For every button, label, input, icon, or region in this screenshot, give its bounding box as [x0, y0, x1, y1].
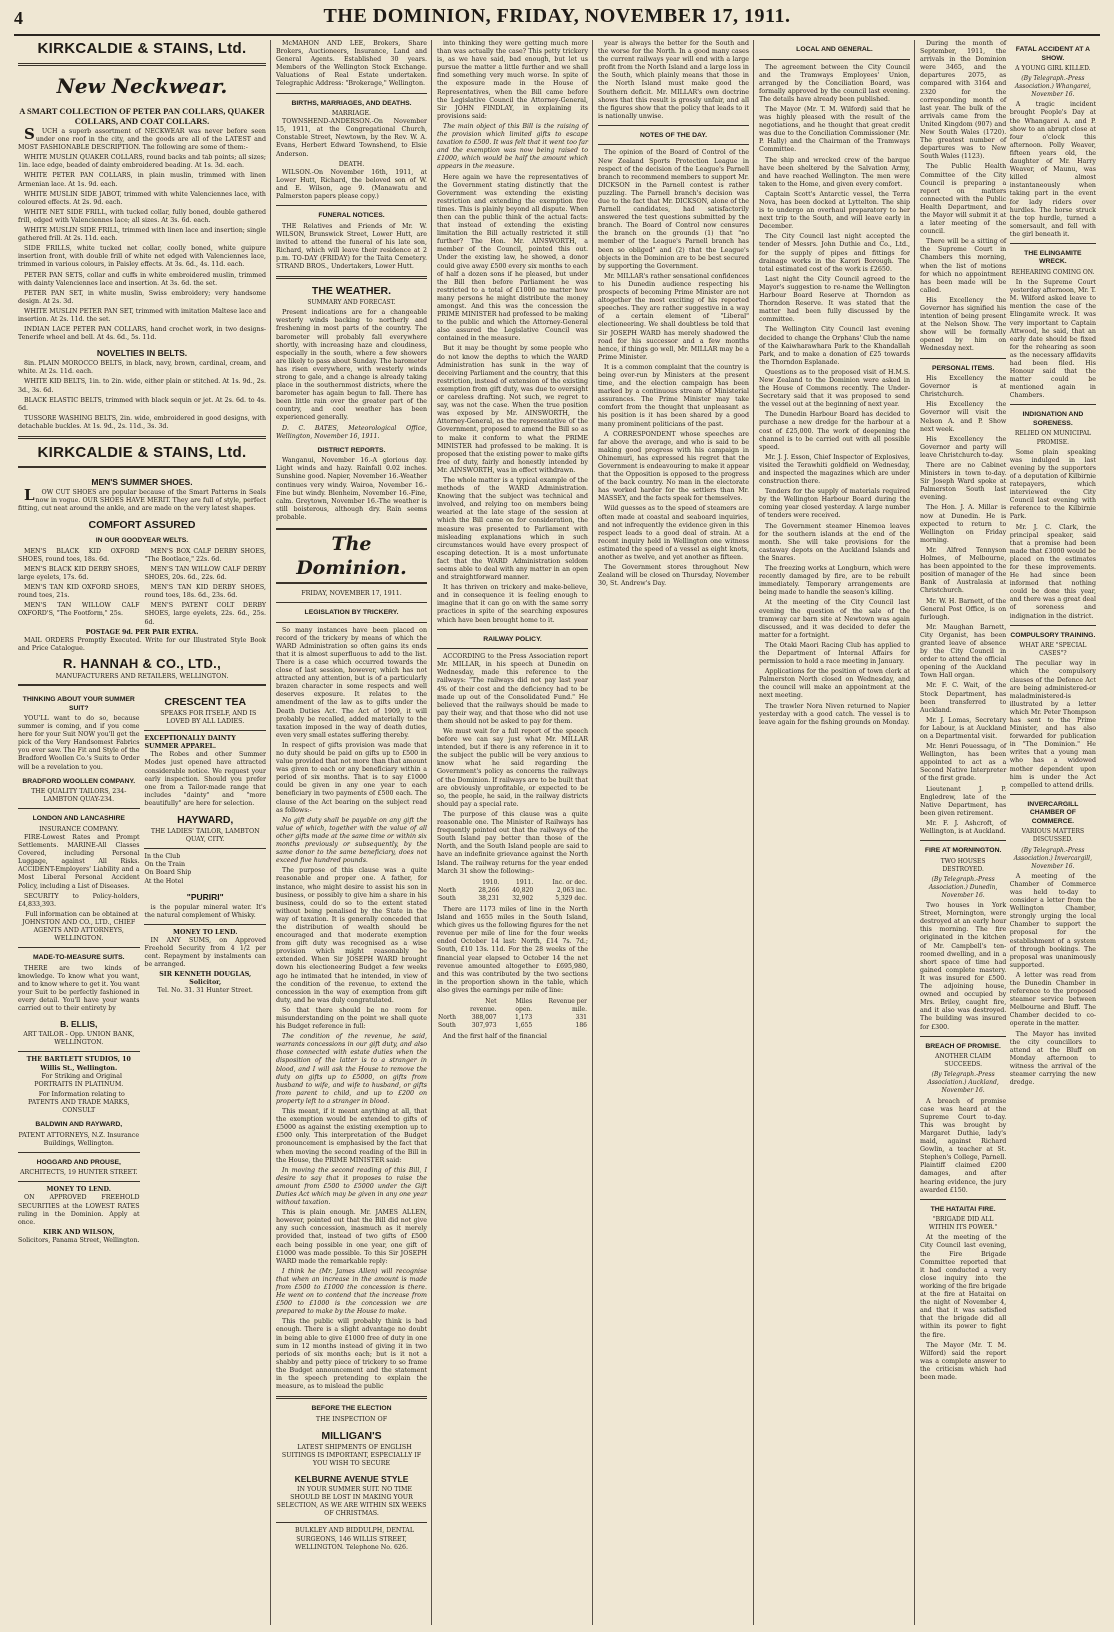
- indignation-sub: RELIED ON MUNICIPAL PROMISE.: [1014, 430, 1091, 446]
- shoes-intro: LOW CUT SHOES are popular because of the Smart Patterns in Seals now in vogue. OUR SHOES HAVE MERIT. They are full of style, perfect fitting, cut neat around the ankle, and are made on the very latest shapes.: [18, 486, 266, 513]
- article-para: So that there should be no room for misunderstanding on the point we shall quote his Budget reference in full:: [276, 1006, 427, 1031]
- fatal-dateline: (By Telegraph.-Press Association.) Whangarei, November 16.: [1014, 75, 1091, 99]
- article-para: Mr. F. J. Ashcroft, of Wellington, is at Auckland.: [920, 819, 1007, 836]
- article-para: His Excellency the Governor and party will leave Christchurch to-day.: [920, 435, 1007, 459]
- column-rule: [753, 40, 754, 1625]
- list-item: MEN'S TAN WILLOW CALF DERBY SHOES, 20s. 6d., 22s. 6d.: [144, 565, 266, 582]
- article-para: At the meeting of the City Council last evening, the Fire Brigade Committee reported that it had conducted a very close inquiry into the working of the fire brigade at the fire at Hataitai on the night of November 4, and that it was satisfied that the brigade did all within its power to fight the fire.: [920, 1234, 1007, 1339]
- breach-dateline: (By Telegraph.-Press Association.) Auckland, November 16.: [927, 1071, 999, 1095]
- shoes-right: [144, 548, 266, 629]
- table-cell: 32,902: [512, 894, 534, 902]
- divider: [276, 1522, 427, 1523]
- divider: [18, 1152, 140, 1153]
- list-item: SIDE FRILLS, white tucked net collar, coolly boned, white guipure insertion front, with double frill of white net edged with Valenciennes lace, trimmed in various colours, in Paisley effects. At 3s. 6d., 4s. 11d. each.: [18, 245, 266, 269]
- baldwin-sub: PATENT ATTORNEYS, N.Z. Insurance Buildings, Wellington.: [18, 1131, 140, 1147]
- inspection-line: THE INSPECTION OF: [315, 1415, 388, 1423]
- column-rule: [914, 40, 915, 1625]
- list-item: BLACK ELASTIC BELTS, trimmed with black sequin or jet. At 2s. 6d. to 4s. 6d.: [18, 396, 266, 412]
- fire-heading: FIRE AT MORNINGTON.: [924, 847, 1002, 855]
- district-text: Wanganui, November 16.-A glorious day. Light winds and hazy. Rainfall 0.02 inches. Sunshine good. Napier, November 16.-Weather continues very windy. Wairoa, November 16.-Fine but windy. Blenheim, November 16.-Fine, calm. Greytown, November 16.-The weather is still boisterous, although dry. Rain seems probable.: [276, 457, 427, 521]
- article-quote: I think he (Mr. James Allen) will recognise that when an increase in the amount is made from £500 to £1000 the concession is there. He went on to contend that the increase from £500 to £1000 is the concession we are prepared to make by the House to make.: [276, 1267, 427, 1316]
- london-heading: LONDON AND LANCASHIRE: [32, 815, 125, 823]
- kelburne-text: IN YOUR SUMMER SUIT. NO TIME SHOULD BE LOST IN MAKING YOUR SELECTION, AS WE ARE WITHIN SIX WEEKS OF CHRISTMAS.: [276, 1486, 427, 1518]
- divider: [437, 648, 588, 649]
- article-quote: The condition of the revenue, he said, warrants concessions in our gift duty, and also those connected with estate duties when the disposition of the latter is to a stranger in blood, and I will ask the House to remove the duty on gifts up to £5000, on gifts from husband to wife, and wife to husband, or gifts from parent to child, and up to £200 on property left to a stranger in blood.: [276, 1033, 427, 1105]
- article-para: The Otaki Maori Racing Club has applied to the Department of Internal Affairs for permission to hold a race meeting in January.: [759, 641, 910, 666]
- table-header: Revenue per mile.: [548, 998, 587, 1014]
- list-item: In the Club: [144, 853, 181, 861]
- hannah-sub: MANUFACTURERS AND RETAILERS, WELLINGTON.: [55, 672, 229, 680]
- article-quote: The main object of this Bill is the raising of the provision which limited gifts to escape taxation to £500. It was felt that it went too far and the exemption was now being raised to £1000, which would be half the amount which appears in the measure.: [437, 122, 588, 171]
- divider: [276, 1396, 427, 1399]
- milligans-text: LATEST SHIPMENTS OF ENGLISH SUITINGS IS IMPORTANT, ESPECIALLY IF YOU WISH TO SECURE: [281, 1443, 422, 1467]
- bradford-sub: THE QUALITY TAILORS, 234-LAMBTON QUAY-234.: [31, 788, 127, 804]
- article-para: A letter was read from the Dunedin Chamber in reference to the proposed steamer service between Melbourne and Bluff. The Chamber decided to co-operate in the matter.: [1009, 971, 1096, 1028]
- mail-orders-note: MAIL ORDERS Promptly Executed. Write for our Illustrated Style Book and Price Catalogue.: [18, 636, 266, 652]
- divider: [759, 59, 910, 60]
- hoggard-sub: ARCHITECTS, 19 HUNTER STREET.: [19, 1169, 138, 1177]
- full-info: Full information can be obtained at JOHNSTON AND CO., LTD., CHIEF AGENTS AND ATTORNEYS, WELLINGTON.: [22, 910, 139, 943]
- table-cell: 40,820: [512, 886, 534, 894]
- made-measure-heading: MADE-TO-MEASURE SUITS.: [32, 954, 125, 962]
- district-heading: DISTRICT REPORTS.: [317, 446, 386, 454]
- indignation-heading: INDIGNATION AND SORENESS.: [1022, 411, 1084, 427]
- fire-sub: TWO HOUSES DESTROYED.: [940, 857, 986, 873]
- divider: [144, 730, 266, 731]
- table-row: [437, 887, 588, 895]
- weather-heading: THE WEATHER.: [311, 285, 392, 298]
- milligans-heading: MILLIGAN'S: [321, 1429, 382, 1442]
- compulsory-heading: COMPULSORY TRAINING.: [1010, 631, 1096, 639]
- list-item: WHITE MUSLIN SIDE JABOT, trimmed with white Valenciennes lace, with coloured effects. At 2s. 9d. each.: [18, 190, 266, 206]
- article-para: At the meeting of the City Council last evening the question of the sale of the tramway car barn site at Newtown was again discussed, and it was decided to defer the matter for a fortnight.: [759, 599, 910, 639]
- news-right: [1010, 40, 1096, 1384]
- article-para: year is always the better for the South and the worse for the North. In a good many cases the current railways year will end with a large profit from the North Island and a large loss in the South, which plainly means that those in the North Island must make good the Southern deficit. Mr. MILLAR's own doctrine shows that this result is grossly unfair, and all the figures show that the policy that leads to it is nationally unwise.: [598, 40, 749, 120]
- list-item: PETER PAN SET, in white muslin, Swiss embroidery; very handsome design. At 2s. 3d.: [18, 289, 266, 305]
- hatai-sub: "BRIGADE DID ALL WITHIN ITS POWER.": [928, 1216, 998, 1232]
- article-para: Mr. J. J. Esson, Chief Inspector of Explosives, visited the Terawhiti goldfield on Wednesday, and inspected the magazines which are under construction there.: [759, 453, 910, 486]
- list-item: MEN'S PATENT COLT DERBY SHOES, large eyelets, 22s. 6d., 25s. 6d.: [144, 602, 266, 626]
- funeral-heading: FUNERAL NOTICES.: [318, 212, 385, 220]
- divider: [1010, 404, 1096, 405]
- hayward-heading: HAYWARD,: [177, 814, 234, 827]
- article-para: Questions as to the proposed visit of H.M.S. New Zealand to the Dominion were asked in the House of Commons recently. The Under-Secretary said that it was proposed to send the vessel out at the beginning of next year.: [759, 368, 910, 409]
- table-header: 1911.: [516, 878, 534, 886]
- article-para: Mr. Maughan Barnett, City Organist, has been granted leave of absence by the City Council in order to attend the official opening of the Auckland Town Hall organ.: [920, 623, 1007, 680]
- kelburne-heading: KELBURNE AVENUE STYLE: [294, 1474, 409, 1485]
- article-para: Here again we have the representatives of the Government stating distinctly that the Government was extending the existing restriction and extending the exemption five times. This is plainly beyond all dispute. When then can the public think of the actual facts: that instead of extending the existing limitation the Bill actually restricted it still further? The Hon. Mr. AINSWORTH, a member of the Council, pointed this out. Under the existing law, he showed, a donor could give away £500 every six months to each of half a dozen sons if he pleased, but under the Bill then before Parliament he was restricted to a total of £1000 no matter how many persons he might distribute the money amongst. And this was the concession the PRIME MINISTER had professed to be making to the public and which the Attorney-General also assured the Legislative Council was contained in the measure.: [437, 173, 588, 343]
- douglas-name: SIR KENNETH DOUGLAS, Solicitor,: [159, 971, 252, 987]
- shoes-left: [18, 548, 140, 629]
- fatal-heading: FATAL ACCIDENT AT A SHOW.: [1015, 46, 1091, 62]
- table-header-row: [437, 998, 588, 1014]
- elingamite-sub: REHEARING COMING ON.: [1011, 268, 1095, 276]
- list-item: MEN'S TAN WILLOW CALF OXFORD'S, "The Footform," 25s.: [18, 602, 140, 618]
- shoes-ad: [18, 466, 266, 686]
- list-item: WHITE PETER PAN COLLARS, in plain muslin, trimmed with linen Armenian lace. At 1s. 9d. each.: [18, 172, 266, 188]
- london-text: FIRE-Lowest Rates and Prompt Settlements. MARINE-All Classes Covered, including Personal Luggage, against All Risks. ACCIDENT-Employers' Liability and a Most Liberal Personal Accident Policy, including a List of Diseases.: [18, 833, 140, 890]
- divider: [920, 1036, 1006, 1037]
- money-text: IN ANY SUMS, on Approved Freehold Security from 4 1/2 per cent. Repayment by instalments can be arranged.: [144, 936, 266, 969]
- list-item: MEN'S TAN KID OXFORD SHOES, round toes, 21s.: [18, 584, 140, 600]
- divider: [18, 1181, 140, 1182]
- article-para: Two houses in York Street, Mornington, were destroyed at an early hour this morning. The fire originated in the kitchen of Mr. Campbell's ten-roomed dwelling, and in a short space of time had gained complete mastery. It was insured for £500. The adjoining house, owned and occupied by Mrs. Briley, caught fire, and it also was destroyed. The building was insured for £300.: [920, 902, 1007, 1031]
- list-item: INDIAN LACE PETER PAN COLLARS, hand crochet work, in two designs-Tenerife wheel and bell. At 4s. 6d., 5s. 11d.: [18, 326, 266, 342]
- crescent-sub: SPEAKS FOR ITSELF, AND IS LOVED BY ALL LADIES.: [160, 710, 257, 726]
- table-cell: South: [438, 1022, 456, 1030]
- article-para: Wild guesses as to the speed of steamers are often made at coastal and seaboard inquiries, and not infrequently the evidence given in this respect leads to a good deal of strain. At a recent inquiry held in Wellington one witness estimated the speed of a vessel as eight knots, another as twelve, and yet another as fifteen.: [598, 505, 749, 562]
- bmd-heading: BIRTHS, MARRIAGES, AND DEATHS.: [291, 99, 412, 107]
- article-para: There will be a sitting of the Supreme Court in Chambers this morning, when the list of motions for which no appointment has been made will be called.: [920, 238, 1007, 294]
- table-cell: North: [438, 886, 457, 894]
- before-election-heading: BEFORE THE ELECTION: [311, 1405, 392, 1413]
- security-line: SECURITY to Policy-holders, £4,833,393.: [18, 892, 140, 908]
- list-item: WHITE MUSLIN QUAKER COLLARS, round backs and tab points; all sizes; 1in. lace edge, beaded of dainty embroidered beading. At 1s. 3d. each.: [18, 154, 266, 170]
- article-para: The City Council last night accepted the tender of Messrs. John Duthie and Co., Ltd., for the supply of pipes and fittings for drainage works in the Karori Borough. The total estimated cost of the work is £2650.: [759, 233, 910, 273]
- table-cell: 1,655: [515, 1022, 533, 1030]
- list-item: WHITE MUSLIN PETER PAN SET, trimmed with imitation Maltese lace and insertion. At 2s. 11d. the set.: [18, 307, 266, 323]
- editorial-column: [433, 40, 592, 1625]
- death-text: WILSON.-On November 16th, 1911, at Lower Hutt, Richard, the beloved son of W. and E. Wilson, age 9. (Manawatu and Palmerston papers please copy.): [276, 168, 427, 200]
- puriri-heading: "PURIRI": [186, 891, 224, 902]
- article-para: This the public will probably think is bad enough. There is a slight advantage no doubt in being able to give £1000 free of duty in one sum in 12 months instead of giving it in two periods of six months each; but is it not a shabby and petty piece of trickery to so frame the Budget announcement and the statement in the speech pretending to explain the measure, as to mislead the public: [276, 1318, 427, 1391]
- divider: [18, 808, 140, 809]
- weather-sign: D. C. BATES, Meteorological Office, Wellington, November 16, 1911.: [276, 424, 427, 440]
- table-header: Net revenue.: [469, 998, 497, 1014]
- article-para: The Government steamer Hinemoa leaves for the southern islands at the end of the month. She will take provisions for the castaway depots on the Auckland Islands and the Snares.: [759, 522, 910, 562]
- article-para: The freezing works at Longburn, which were recently damaged by fire, are to be rebuilt immediately. Temporary arrangements are being made to handle the season's killing.: [759, 565, 910, 597]
- mahon-notice: McMAHON AND LEE, Brokers, Share Brokers, Auctioneers, Insurance, Land and General Agents. Established 30 years. Members of the Wellington Stock Exchange. Valuations of Real Estate undertaken. Telegraphic Address: "Brokerage," Wellington.: [276, 40, 427, 88]
- article-para: This is plain enough. Mr. JAMES ALLEN, however, pointed out that the Bill did not give any such concession, inasmuch as it merely provided that, instead of two gifts of £500 each being possible in one year, one gift of £1000 was made possible. To this Sir JOSEPH WARD made the remarkable reply:: [276, 1209, 427, 1265]
- article-para: This meant, if it meant anything at all, that the exemption would be extended to gifts of £5000 as against the existing exemption up to £500 only. This interpretation of the Budget pronouncement is emphasised by the fact that when moving the second reading of the Bill in the House, the PRIME MINISTER said:: [276, 1108, 427, 1164]
- breach-sub: ANOTHER CLAIM SUCCEEDS.: [935, 1053, 992, 1069]
- masthead: [14, 5, 1100, 36]
- death-heading: DEATH.: [338, 160, 365, 168]
- revenue-table: [437, 998, 588, 1030]
- divider: [920, 1199, 1006, 1200]
- elingamite-heading: THE ELINGAMITE WRECK.: [1024, 249, 1082, 266]
- article-para: Mr. MILLAR's rather sensational confidences to his Dunedin audience respecting his prospects of becoming Prime Minister are not altogether the most exciting of his reported speeches. They are rather suggestive in a way of a certain element of "Liberal" electioneering. We shall doubtless be told that Sir JOSEPH WARD has merely shadowed the road for his successor and a few months hence, if things go well, Mr. MILLAR may be a Prime Minister.: [598, 272, 749, 361]
- paper-title: THE DOMINION, FRIDAY, NOVEMBER 17, 1911.: [323, 5, 791, 27]
- new-neckwear-title: New Neckwear.: [56, 74, 228, 98]
- list-item: On Board Ship: [144, 869, 192, 877]
- fatal-sub: A YOUNG GIRL KILLED.: [1015, 65, 1091, 72]
- table-header-row: [437, 879, 588, 887]
- invercargill-sub: VARIOUS MATTERS DISCUSSED.: [1021, 828, 1085, 844]
- ads-split: [18, 690, 266, 1245]
- article-quote: No gift duty shall be payable on any gift the value of which, together with the value of all other gifts made at the same time or within six months previously or subsequently, by the same donor to the same beneficiary, does not exceed five hundred pounds.: [276, 816, 427, 865]
- bartlett-text: For Striking and Original PORTRAITS IN PLATINUM.: [34, 1072, 124, 1088]
- divider: [18, 1051, 140, 1052]
- table-cell: 307,973: [471, 1022, 497, 1030]
- neckwear-list: [18, 154, 266, 342]
- puriri-sub: is the popular mineral water. It's the natural complement of Whisky.: [144, 903, 266, 919]
- notices-column: [272, 40, 431, 1625]
- goodyear-heading: IN OUR GOODYEAR WELTS.: [95, 537, 189, 545]
- kirkcaldie-heading-2: KIRKCALDIE & STAINS, Ltd.: [37, 444, 247, 461]
- article-para: The peculiar way in which the compulsory clauses of the Defence Act are being administered-or maladministered-is illustrated by a letter which Mr. Peter Thompson has sent to the Prime Minister, and has also forwarded for publication in "The Dominion." He writes that a young man who has a widowed mother dependent upon him is under the Act compelled to attend drills.: [1009, 660, 1096, 789]
- table-cell: 331: [575, 1014, 587, 1022]
- list-item: PETER PAN SETS, collar and cuffs in white embroidered muslin, trimmed with dainty Valenciennes lace and insertion. At 3s. 6d. the set.: [18, 271, 266, 287]
- list-item: MEN'S TAN KID DERBY SHOES, round toes, 18s. 6d., 23s. 6d.: [144, 584, 266, 600]
- article-para: During the month of September, 1911, the arrivals in the Dominion were 3465, and the departures 2075, as compared with 3164 and 2320 for the corresponding month of last year. The bulk of the arrivals came from the United Kingdom (907) and New South Wales (1720). The greatest number of departures was to New South Wales (1123).: [920, 40, 1007, 161]
- article-para: The agreement between the City Council and the Tramways Employees' Union, arranged by the Conciliation Board, was formally approved by the council last evening. The details have already been published.: [759, 63, 910, 103]
- article-para: A CORRESPONDENT whose speeches are far above the average, and who is said to be making good progress with his campaign in Ohinemuri, has expressed his regret that the Government is endeavouring to make it appear that the Opposition is opposed to the progress of the back country. No man in the electorate has worked harder for the settlers than Mr. MASSEY, and the facts speak for themselves.: [598, 430, 749, 503]
- list-item: MEN'S BLACK KID DERBY SHOES, large eyelets, 17s. 6d.: [18, 565, 140, 582]
- trickery-heading: LEGISLATION BY TRICKERY.: [304, 609, 399, 617]
- article-para: In respect of gifts provision was made that no duty should be paid on gifts up to £500 in value provided that not more than that amount was given to each or any beneficiary within a period of six months. That is to say £1000 could be given in any one year to each beneficiary in two payments of £500 each. The clause of the Act bearing on the subject read as follows:-: [276, 741, 427, 814]
- funeral-text: THE Relatives and Friends of Mr. W. WILSON, Brunswick Street, Lower Hutt, are invited to attend the funeral of his late son, Richard, which will leave their residence at 2 p.m. TO-DAY (FRIDAY) for the Taita Cemetery. STRAND BROS., Undertakers, Lower Hutt.: [276, 222, 427, 271]
- money2-heading: MONEY TO LEND.: [46, 1186, 111, 1194]
- table-header: [437, 879, 466, 887]
- hatai-heading: THE HATAITAI FIRE.: [930, 1205, 996, 1213]
- kirk-wilson: KIRK AND WILSON,: [42, 1228, 115, 1236]
- list-item: WHITE MUSLIN SIDE FRILL, trimmed with linen lace and insertion; single gathered frill. At 2s. 11d. each.: [18, 227, 266, 243]
- article-quote: In moving the second reading of this Bill, I desire to say that it proposes to raise the amount from £500 to £5000 under the Gift Duties Act which may be given in any one year without taxation.: [276, 1166, 427, 1207]
- article-para: His Excellency the Governor has signified his intention of being present at the Nelson Show. The show will be formally opened by him on Wednesday next.: [920, 296, 1007, 353]
- table-header: Miles open.: [515, 998, 533, 1014]
- list-item: WHITE KID BELTS, 1in. to 2in. wide, either plain or stitched. At 1s. 9d., 2s. 3d., 3s. 6d.: [18, 378, 266, 394]
- article-para: Captain Scott's Antarctic vessel, the Terra Nova, has been docked at Lyttelton. The ship is to undergo an overhaul preparatory to her next trip to the South, and will leave early in December.: [759, 190, 910, 231]
- shoes-list: [18, 548, 266, 629]
- bradford-heading: BRADFORD WOOLLEN COMPANY.: [22, 777, 136, 785]
- date-line: FRIDAY, NOVEMBER 17, 1911.: [301, 590, 402, 597]
- article-para: There are no Cabinet Ministers in town to-day. Sir Joseph Ward spoke at Palmerston South last evening.: [920, 462, 1007, 502]
- belts-heading: NOVELTIES IN BELTS.: [96, 348, 188, 359]
- list-item: TUSSORE WASHING BELTS, 2in. wide, embroidered in good designs, with detachable buckles. At 1s. 9d., 2s. 11d., 3s. 3d.: [18, 414, 266, 430]
- hayward-intro: EXCEPTIONALLY DAINTY SUMMER APPAREL.: [144, 735, 236, 751]
- money-lend-heading: MONEY TO LEND.: [173, 928, 238, 936]
- peter-pan-heading: A SMART COLLECTION OF PETER PAN COLLARS, QUAKER COLLARS, AND COAT COLLARS.: [19, 106, 265, 126]
- ads-right: [144, 690, 266, 1245]
- article-para: Tenders for the supply of materials required by the Wellington Harbour Board during the coming year closed yesterday. A large number of tenders were received.: [759, 488, 910, 520]
- list-item: WHITE NET SIDE FRILL, with tucked collar, fully boned, double gathered frill, edged with Valenciennes lace; all sizes. At 3s. 6d. each.: [18, 208, 266, 224]
- article-para: The Mayor (Mr. T. M. Wilford) said the report was a complete answer to the criticism which had been made.: [920, 1341, 1007, 1381]
- list-item: MEN'S BLACK KID OXFORD SHOES, round toes, 18s. 6d.: [18, 547, 140, 563]
- divider: [276, 602, 427, 603]
- hayward-sub: THE LADIES' TAILOR, LAMBTON QUAY, CITY.: [150, 828, 260, 844]
- bartlett-heading: THE BARTLETT STUDIOS, 10 Willis St., Wellington.: [26, 1056, 131, 1072]
- article-para: It has thriven on trickery and make-believe, and in consequence it is feeling enough to imagine that it can go on with the same sorry practices in spite of the searching exposures which have been brought home to it.: [437, 584, 588, 624]
- patents-info: For Information relating to PATENTS AND TRADE MARKS, CONSULT: [28, 1090, 130, 1114]
- ads-left: [18, 690, 140, 1245]
- comfort-heading: COMFORT ASSURED: [88, 519, 196, 532]
- article-para: A meeting of the Chamber of Commerce was held to-day to consider a letter from the Wellington Chamber, strongly urging the local Chamber to support the proposal for the establishment of a system of through bookings. The proposal was unanimously supported.: [1009, 872, 1096, 969]
- weather-sub: SUMMARY AND FORECAST.: [307, 299, 396, 307]
- article-para: The Hon. J. A. Millar is now at Dunedin. He is expected to return to Wellington on Friday morning.: [920, 504, 1007, 544]
- invercargill-heading: INVERCARGILL CHAMBER OF COMMERCE.: [1027, 800, 1079, 825]
- article-para: Mr. Alfred Tennyson Holmes, of Melbourne, has been appointed to the position of manager of the Bank of Australasia at Christchurch.: [920, 546, 1007, 595]
- divider: [276, 622, 427, 623]
- article-para: But it may be thought by some people who do not know the depths to which the WARD Administration has sunk in the way of deceiving Parliament and the country, that this restriction, instead of extension of the existing exemption from gift duty, was due to oversight or careless drafting. Not such, we regret to say, was not the case. When the true position was exposed by Mr. AINSWORTH, the Attorney-General, as the representative of the Government, proposed to amend the Bill so as to make it conform to what the PRIME MINISTER had professed to be making. It is proposed that the existing power to make gifts free of duty, fairly and honestly intended by Mr. AINSWORTH, was in effect withdrawn.: [437, 345, 588, 474]
- article-para: The Public Health Committee of the City Council is preparing a report on matters connected with the Public Health Department, and the Mayor will submit it at a later meeting of the council.: [920, 163, 1007, 236]
- divider: [598, 125, 749, 126]
- table-header: Inc. or dec.: [552, 878, 587, 886]
- postage-note: POSTAGE 9d. PER PAIR EXTRA.: [85, 628, 199, 636]
- douglas-addr: Tel. No. 31. 31 Hunter Street.: [157, 987, 253, 995]
- article-para: His Excellency the Governor is at Christchurch.: [920, 375, 1007, 399]
- hayward-text: The Robes and other Summer Modes just opened have attracted considerable notice. We request your early inspection. Should you prefer one from a Tailor-made range that includes "dainty" and "more beautifully" are here for selection.: [144, 751, 266, 807]
- table-cell: 186: [575, 1022, 587, 1030]
- table-row: [437, 1022, 588, 1030]
- article-para: A breach of promise case was heard at the Supreme Court to-day. This was brought by Margaret Duthie, lady's maid, against Richard Gowlin, a teacher at St. Stephen's College, Parnell. Plaintiff claimed £200 damages, and after hearing evidence, the jury awarded £150.: [920, 1097, 1007, 1194]
- divider: [144, 924, 266, 925]
- summer-shoes-heading: MEN'S SUMMER SHOES.: [91, 477, 193, 487]
- made-measure-text: THERE are two kinds of knowledge. To know what you want, and to know where to get it. You want your Suit to be perfectly fashioned in every detail. You'll have your wants carried out to their entirety by: [18, 964, 140, 1013]
- article-para: We must wait for a full report of the speech before we can say just what Mr. MILLAR intended, but if there is any reference in it to the subject the public will be very anxious to know what he said regarding the Government's policy as concerns the railways of the Dominion. If railways are to be built that are obviously unprofitable, or expected to be so, the people, he said, in the railway districts should pay a special rate.: [437, 728, 588, 808]
- article-para: So many instances have been placed on record of the trickery by means of which the WARD Administration so often gains its ends that it is almost superfluous to add to the list. There is a case which occurred towards the close of last session, however, which has not attracted any attention, but is of a particularly brazen character in some respects and well deserves exposure. It relates to the amendment of the law as to gifts under the Death Duties Act. The Act of 1909, it will probably be recalled, added materially to the taxation imposed in the way of death duties, even very small estates suffering thereby.: [276, 626, 427, 739]
- personal-heading: PERSONAL ITEMS.: [932, 364, 995, 372]
- divider: [598, 144, 749, 145]
- money2-text: ON APPROVED FREEHOLD SECURITIES at the LOWEST RATES ruling in the Dominion. Apply at once.: [18, 1194, 140, 1226]
- table-cell: 38,231: [478, 894, 500, 902]
- article-para: The Wellington City Council last evening decided to change the Orphans' Club the name of the Kaiwharawhara Park to the Khandallah Park, and to make a donation of £25 towards the Thorndon Esplanade.: [759, 326, 910, 366]
- divider: [276, 93, 427, 94]
- kirkcaldie-heading: KIRKCALDIE & STAINS, Ltd.: [37, 40, 247, 57]
- divider: [276, 205, 427, 206]
- table-header: 1910.: [482, 878, 500, 886]
- divider: [1010, 625, 1096, 626]
- kirk-wilson-sub: Solicitors, Panama Street, Wellington.: [18, 1236, 140, 1244]
- article-para: In the Supreme Court yesterday afternoon, Mr. T. M. Wilford asked leave to mention the case of the Elingamite wreck. It was very important to Captain Attwood, he said, that an early date should be fixed for the rehearing as soon as the necessary affidavits had been filed. His Honour said that the matter could be mentioned again in Chambers.: [1009, 279, 1096, 400]
- table-cell: 388,007: [471, 1014, 497, 1022]
- divider: [437, 629, 588, 630]
- divider: [1010, 243, 1096, 244]
- divider: [18, 947, 140, 948]
- table-cell: 2,063 inc.: [556, 886, 587, 894]
- news-split: [920, 40, 1096, 1384]
- article-para: into thinking they were getting much more than was actually the case? This petty trickery is, as we have said, bad enough, but let us pursue the matter a little further and we shall find something very much worse. In spite of the exposure made in the House of Representatives, when the Bill came before the Legislative Council the Attorney-General, Sir JOHN FINDLAY, in explaining its provisions said:: [437, 40, 588, 120]
- table-header: [437, 998, 457, 1014]
- baldwin-heading: BALDWIN AND RAYWARD,: [35, 1121, 123, 1129]
- article-para: Mr. W. H. Barnett, of the General Post Office, is on furlough.: [920, 597, 1007, 621]
- article-para: Applications for the position of town clerk at Palmerston North closed on Wednesday, and the council will make an appointment at the next meeting.: [759, 668, 910, 700]
- london-sub: INSURANCE COMPANY.: [39, 825, 119, 833]
- article-para: The Mayor has invited the city councillors to attend at the Bluff on Monday afternoon to witness the arrival of the steamer carrying the new dredge.: [1009, 1030, 1096, 1087]
- puriri-lines: [144, 853, 266, 885]
- column-rule: [431, 40, 432, 1625]
- summer-suit-text: YOU'LL want to do so, because summer is coming, and if you come here for your Suit NOW you'll get the pick of the Very Handsomest Fabrics you ever saw. The Fit and Style of the Bradford Woollen Co.'s Suits to Order will be a revelation to you.: [18, 715, 140, 771]
- article-para: The opinion of the Board of Control of the New Zealand Sports Protection League in respect of the decision of the League's Parnell branch to recommend members to support Mr. DICKSON in the Parnell contest is rather puzzling. The Parnell branch's decision was due to the fact that Mr. DICKSON, alone of the Parnell candidates, had satisfactorily answered the test questions submitted by the branch. The Board of Control now censures the branch on the grounds (1) that "no member of the League's Parnell branch has been so obliged" and (2) that the League's objects in the Dominion are to be best secured by supporting the Government.: [598, 149, 749, 270]
- table-cell: 5,329 dec.: [555, 894, 587, 902]
- news-column: [916, 40, 1100, 1625]
- article-para: Mr. J. Lomas, Secretary for Labour, is at Auckland on a Departmental visit.: [920, 716, 1007, 740]
- fire-dateline: (By Telegraph.-Press Association.) Dunedin, November 16.: [928, 875, 998, 899]
- list-item: 8in. PLAIN MOROCCO BELTS, in black, navy, brown, cardinal, cream, and white. At 2s. 11d. each.: [18, 360, 266, 376]
- list-item: MEN'S BOX CALF DERBY SHOES, "The Bootlace," 22s. 6d.: [144, 547, 266, 563]
- marriage-text: TOWNSHEND-ANDERSON.-On November 15, 1911, at the Congregational Church, Constable Street, Newtown, by the Rev. W. A. Evans, Herbert Edward Townshend, to Elsie Anderson.: [276, 118, 427, 158]
- article-para: There are 1173 miles of line in the North Island and 1655 miles in the South Island, which gives us the following figures for the net revenue per mile of line for the four weeks ended October 14 last: North, £14 7s. 7d.; South, £10 13s. 11d. For the 28 weeks of the financial year elapsed to October 14 the net revenue amounted altogether to £695,980, and this was contributed by the two sections in the proportion shown in the table, which also gives the earnings per mile of line:: [437, 905, 588, 994]
- divider: [18, 436, 266, 439]
- summer-suit-heading: THINKING ABOUT YOUR SUMMER SUIT?: [22, 696, 135, 712]
- article-para: And the first half of the financial: [443, 1033, 547, 1041]
- divider: [920, 840, 1006, 841]
- list-item: At the Hotel: [144, 877, 184, 885]
- article-para: It is a common complaint that the country is being over-run by Ministers at the present time, and the election campaign has been marked by a continuous stream of Ministerial assurances. The Prime Minister may take comfort from the thought that unpleasant as his position is it has been shared by a good many prominent politicians of the past.: [598, 363, 749, 428]
- notes-column: [594, 40, 753, 1625]
- ads-column: [14, 40, 270, 1625]
- article-para: Mr. Henri Pouessagu, of Wellington, has been appointed to act as a Second Native Interpreter of the first grade.: [920, 743, 1007, 783]
- article-para: The trawler Nora Niven returned to Napier yesterday with a good catch. The vessel is to leave again for the fishing grounds on Monday.: [759, 702, 910, 726]
- article-para: Some plain speaking was indulged in last evening by the supporters of a deputation of Kilbirnie ratepayers, which interviewed the City Council last evening with reference to the Kilbirnie Park.: [1009, 448, 1096, 521]
- article-para: The Mayor (Mr. T. M. Wilford) said that he was highly pleased with the result of the negotiations, and he thought that great credit was due to the Conciliation Commissioner (Mr. P. Hally) and the Chairman of the Tramways Committee.: [759, 105, 910, 154]
- article-para: The ship and wrecked crew of the barque have been sheltered by the Salvation Army, and have reached Wellington. The men were taken to the Home, and given every comfort.: [759, 156, 910, 188]
- ellis-heading: B. ELLIS,: [60, 1019, 98, 1030]
- article-para: Last night the City Council agreed to the Mayor's suggestion to re-name the Wellington Harbour Board Reserve at Thorndon as Thorndon Reserve. It was stated that the matter had been fully discussed by the committee.: [759, 275, 910, 324]
- railway-heading: RAILWAY POLICY.: [483, 635, 542, 643]
- article-para: The whole matter is a typical example of the methods of the WARD Administration. Knowing that the subject was technical and involved, and relying too on members being wearied at the late stage of the session at which the Bill came on for consideration, the measure was presented to Parliament with misleading explanations which in such circumstances would have every prospect of escaping detection. It is a most unfortunate fact that the WARD Administration seldom seems able to deal with any matter in an open and straightforward manner.: [437, 476, 588, 582]
- divider: [18, 63, 266, 66]
- article-para: The Dunedin Harbour Board has decided to purchase a new dredge for the harbour at a cost of £25,000. The work of deepening the channel is to be carried out with all possible speed.: [759, 411, 910, 451]
- table-cell: 28,266: [478, 886, 500, 894]
- hannah-firm: R. HANNAH & CO., LTD.,: [62, 655, 222, 671]
- article-para: His Excellency the Governor will visit the Nelson A. and P. Show next week.: [920, 401, 1007, 433]
- table-row: [437, 1014, 588, 1022]
- article-para: Lieutenant J. P. Engledrew, late of the Native Department, has been given retirement.: [920, 785, 1007, 817]
- page-number: 4: [14, 8, 23, 28]
- compulsory-sub: WHAT ARE "SPECIAL CASES"?: [1019, 642, 1087, 658]
- divider: [1010, 794, 1096, 795]
- table-cell: 1,173: [515, 1014, 533, 1022]
- divider: [920, 358, 1006, 359]
- article-para: Mr. J. C. Clark, the principal speaker, said that a promise had been made that £3000 would be placed on the estimates for these improvements. He had since been informed that nothing could be done this year, and there was a great deal of soreness and indignation in the district.: [1009, 523, 1096, 620]
- article-para: The purpose of this clause was a quite reasonable and proper one. A father, for instance, who might desire to assist his son in business, or possibly to give him a share in his business, could do so to the extent stated without being penalised by the State in the way of taxation. It is generally conceded that the distribution of wealth should be encouraged and that moderate exemption from gift duty was recognised as a wise provision which might reasonably be extended. When Sir JOSEPH WARD brought down his electioneering Budget a few weeks ago he intimated that he intended, in view of the condition of the revenue, to extend the concession in the way of exemption from gift duty, and he was duly congratulated.: [276, 867, 427, 1004]
- list-item: On the Train: [144, 861, 186, 869]
- column-rule: [592, 40, 593, 1625]
- dominion-nameplate: The Dominion.: [276, 528, 427, 584]
- hoggard-heading: HOGGARD AND PROUSE,: [36, 1158, 121, 1166]
- railway-table: [437, 879, 588, 903]
- notes-heading: NOTES OF THE DAY.: [640, 131, 707, 139]
- divider: [144, 848, 266, 849]
- marriage-heading: MARRIAGE.: [331, 110, 372, 118]
- table-cell: South: [438, 894, 456, 902]
- article-para: Mr. F. C. Wait, of the Stock Department, has been transferred to Auckland.: [920, 682, 1007, 714]
- column-rule: [270, 40, 271, 1625]
- local-column: [755, 40, 914, 1625]
- crescent-heading: CRESCENT TEA: [164, 696, 247, 708]
- bulkley-ad: BULKLEY AND BIDDULPH, DENTAL SURGEONS, 146 WILLIS STREET, WELLINGTON. Telephone No. 626.: [294, 1527, 415, 1551]
- breach-heading: BREACH OF PROMISE.: [925, 1042, 1001, 1050]
- table-row: [437, 895, 588, 903]
- article-para: ACCORDING to the Press Association report Mr. MILLAR, in his speech at Dunedin on Wednesday, made this reference to the railways: "The railways did not pay last year 4% of their cost and the deficiency had to be made up out of the Consolidated Fund." He believed that the railways should be made to pay their way, and that those who did not use them should not be asked to pay for them.: [437, 653, 588, 725]
- article-para: A tragic incident brought People's Day at the Whangarei A. and P. show to an abrupt close at four o'clock this afternoon. Polly Weaver, fifteen years old, the daughter of Mr. Harry Weaver, of Maunu, was killed almost instantaneously when taking part in the event for lady riders over hurdles. The horse struck the top hurdle, turned a somersault, and fell with the girl beneath it.: [1009, 101, 1096, 238]
- news-left: [920, 40, 1006, 1384]
- divider: [276, 276, 427, 279]
- table-cell: North: [438, 1014, 457, 1022]
- article-para: The purpose of this clause was a quite reasonable one. The Minister of Railways has frequently pointed out that the railways of the South Island pay better than those of the North, and the South Island people are said to have an indefinite grievance against the North Island. The railway returns for the year ended March 31 show the following:-: [437, 810, 588, 875]
- invercargill-dateline: (By Telegraph.-Press Association.) Invercargill, November 16.: [1013, 846, 1093, 870]
- article-para: The Government stores throughout New Zealand will be closed on Thursday, November 30, St. Andrew's Day.: [598, 564, 749, 588]
- neckwear-intro: SUCH a superb assortment of NECKWEAR was never before seen under one roof in the city, and the goods are all of the LATEST and MOST FASHIONABLE DESCRIPTION. The following are some of them:-: [18, 125, 266, 152]
- local-heading: LOCAL AND GENERAL.: [796, 46, 873, 53]
- weather-text: Present indications are for a changeable westerly winds backing to northerly and freshening in most parts of the country. The barometer will probably fall everywhere shortly, with increasing haze and cloudiness, especially in the south, where a few showers are likely to pass about Sunday. The barometer has risen everywhere, with westerly winds strong to gale, and a change is already taking place in the southernmost districts, where the barometer has again begun to fall. There has been little rain over the greater part of the country, and cool weather has been experienced generally.: [276, 309, 427, 422]
- ellis-sub: ART TAILOR - Opp. UNION BANK, WELLINGTON.: [23, 1031, 135, 1047]
